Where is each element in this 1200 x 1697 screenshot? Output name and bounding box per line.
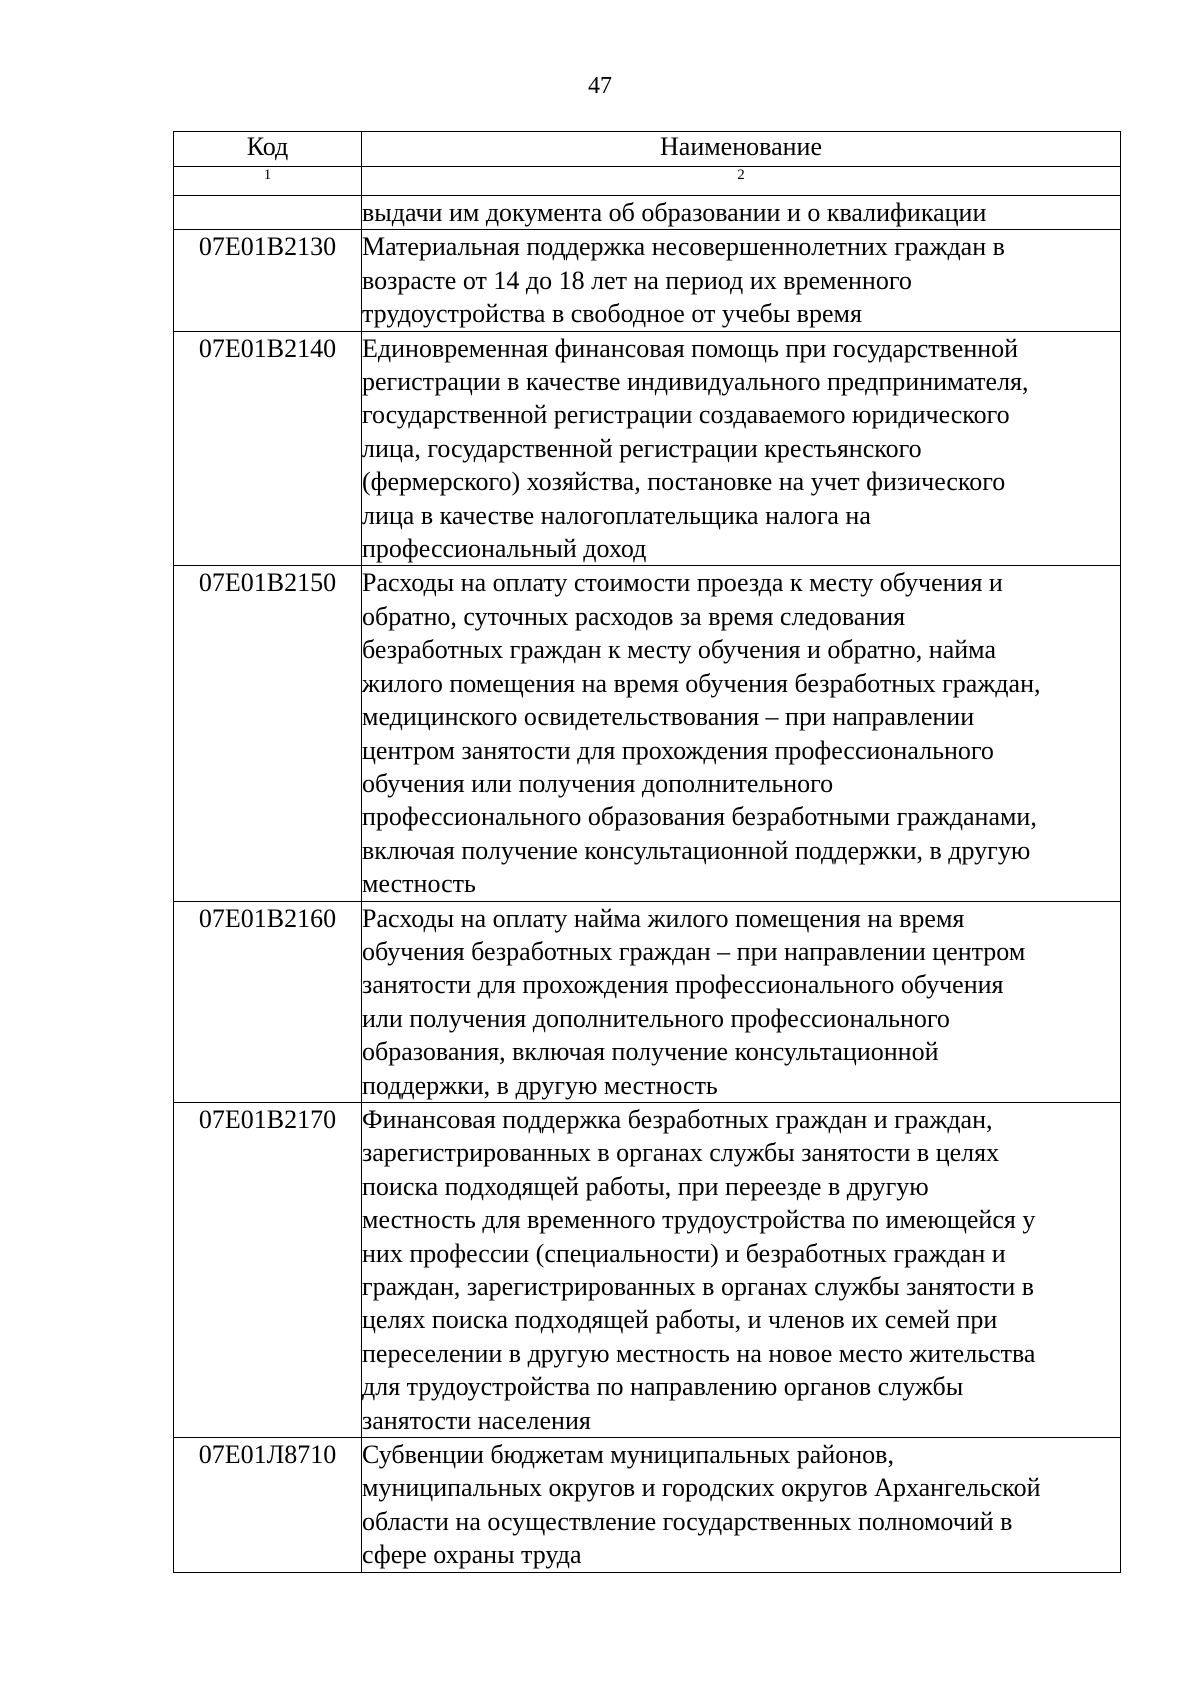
row-name-line: регистрации в качестве индивидуального предпринимателя, — [362, 367, 1029, 397]
row-name-line: трудоустройства в свободное от учебы время — [362, 299, 862, 329]
row-name-line: медицинского освидетельствования – при направлении — [362, 702, 975, 732]
row-name-line: лица в качестве налогоплательщика налога на — [362, 500, 871, 530]
row-name-line: сфере охраны труда — [362, 1540, 582, 1570]
table-row — [174, 331, 1121, 566]
row-name-line: Расходы на оплату найма жилого помещения на время — [362, 903, 965, 933]
row-name-line: Расходы на оплату стоимости проезда к месту обучения и — [362, 568, 1003, 598]
row-name — [362, 566, 1121, 901]
budget-codes-table — [173, 131, 1121, 1573]
row-name-line: безработных граждан к месту обучения и обратно, найма — [362, 635, 996, 665]
table-row — [174, 230, 1121, 331]
row-name — [362, 331, 1121, 566]
row-name-line: жилого помещения на время обучения безработных граждан, — [362, 668, 1041, 698]
row-name-line: обратно, суточных расходов за время следования — [362, 601, 906, 631]
row-name-line: занятости для прохождения профессионального обучения — [362, 970, 1004, 1000]
row-name-line: или получения дополнительного профессионального — [362, 1003, 950, 1033]
header-code: Код — [174, 132, 362, 167]
row-name-line: Материальная поддержка несовершеннолетних граждан в — [362, 232, 1005, 262]
row-name-line: профессиональный доход — [362, 534, 647, 564]
row-name-line: образования, включая получение консультационной — [362, 1037, 939, 1067]
row-name-line: Единовременная финансовая помощь при государственной — [362, 333, 1019, 363]
row-name-line: центром занятости для прохождения профессионального — [362, 735, 994, 765]
row-name-line: переселении в другую местность на новое место жительства — [362, 1338, 1036, 1368]
column-number-1: 1 — [174, 167, 362, 196]
row-name — [362, 230, 1121, 331]
row-name-line: поддержки, в другую местность — [362, 1070, 718, 1100]
table-header-row — [174, 132, 1121, 167]
header-name: Наименование — [362, 132, 1121, 167]
row-name-line: включая получение консультационной поддержки, в другую — [362, 835, 1031, 865]
row-name-line: местность — [362, 869, 476, 899]
table-body — [174, 196, 1121, 1573]
row-name-line: целях поиска подходящей работы, и членов их семей при — [362, 1305, 998, 1335]
row-name-line: профессионального образования безработными гражданами, — [362, 802, 1037, 832]
row-name-line: лица, государственной регистрации крестьянского — [362, 433, 922, 463]
column-number-row — [174, 167, 1121, 196]
table-row — [174, 196, 1121, 230]
row-name-line: зарегистрированных в органах службы занятости в целях — [362, 1138, 1000, 1168]
row-code: 07Е01В2140 — [174, 331, 362, 566]
row-name-line: занятости населения — [362, 1405, 591, 1435]
column-number-2: 2 — [362, 167, 1121, 196]
row-name-line: выдачи им документа об образовании и о квалификации — [362, 198, 987, 227]
row-name — [362, 1102, 1121, 1437]
table-row — [174, 1102, 1121, 1437]
row-name-line: (фермерского) хозяйства, постановке на учет физического — [362, 467, 1006, 497]
row-name-line: государственной регистрации создаваемого юридического — [362, 400, 1010, 430]
row-name-line: области на осуществление государственных полномочий в — [362, 1506, 1013, 1536]
row-name-line: муниципальных округов и городских округов Архангельской — [362, 1473, 1041, 1503]
row-name-line: обучения или получения дополнительного — [362, 768, 834, 798]
row-name-line: для трудоустройства по направлению органов службы — [362, 1372, 964, 1402]
row-name — [362, 1438, 1121, 1573]
row-name-line: местность для временного трудоустройства по имеющейся у — [362, 1205, 1036, 1235]
page-number: 47 — [588, 73, 612, 99]
row-name — [362, 196, 1121, 230]
row-name-line: них профессии (специальности) и безработных граждан и — [362, 1238, 1006, 1268]
row-name — [362, 901, 1121, 1102]
row-name-line: Финансовая поддержка безработных граждан и граждан, — [362, 1104, 993, 1134]
row-code: 07Е01Л8710 — [174, 1438, 362, 1573]
row-name-line: граждан, зарегистрированных в органах службы занятости в — [362, 1272, 1035, 1301]
row-code: 07Е01В2160 — [174, 901, 362, 1102]
row-code: 07Е01В2170 — [174, 1102, 362, 1437]
row-name-line: Субвенции бюджетам муниципальных районов, — [362, 1440, 894, 1470]
row-code — [174, 196, 362, 230]
table-row — [174, 1438, 1121, 1573]
row-name-line: поиска подходящей работы, при переезде в другую — [362, 1171, 929, 1201]
table-row — [174, 901, 1121, 1102]
row-code: 07Е01В2150 — [174, 566, 362, 901]
row-code: 07Е01В2130 — [174, 230, 362, 331]
row-name-line: обучения безработных граждан – при направлении центром — [362, 936, 1026, 966]
row-name-line: возрасте от 14 до 18 лет на период их временного — [362, 265, 912, 295]
table-row — [174, 566, 1121, 901]
